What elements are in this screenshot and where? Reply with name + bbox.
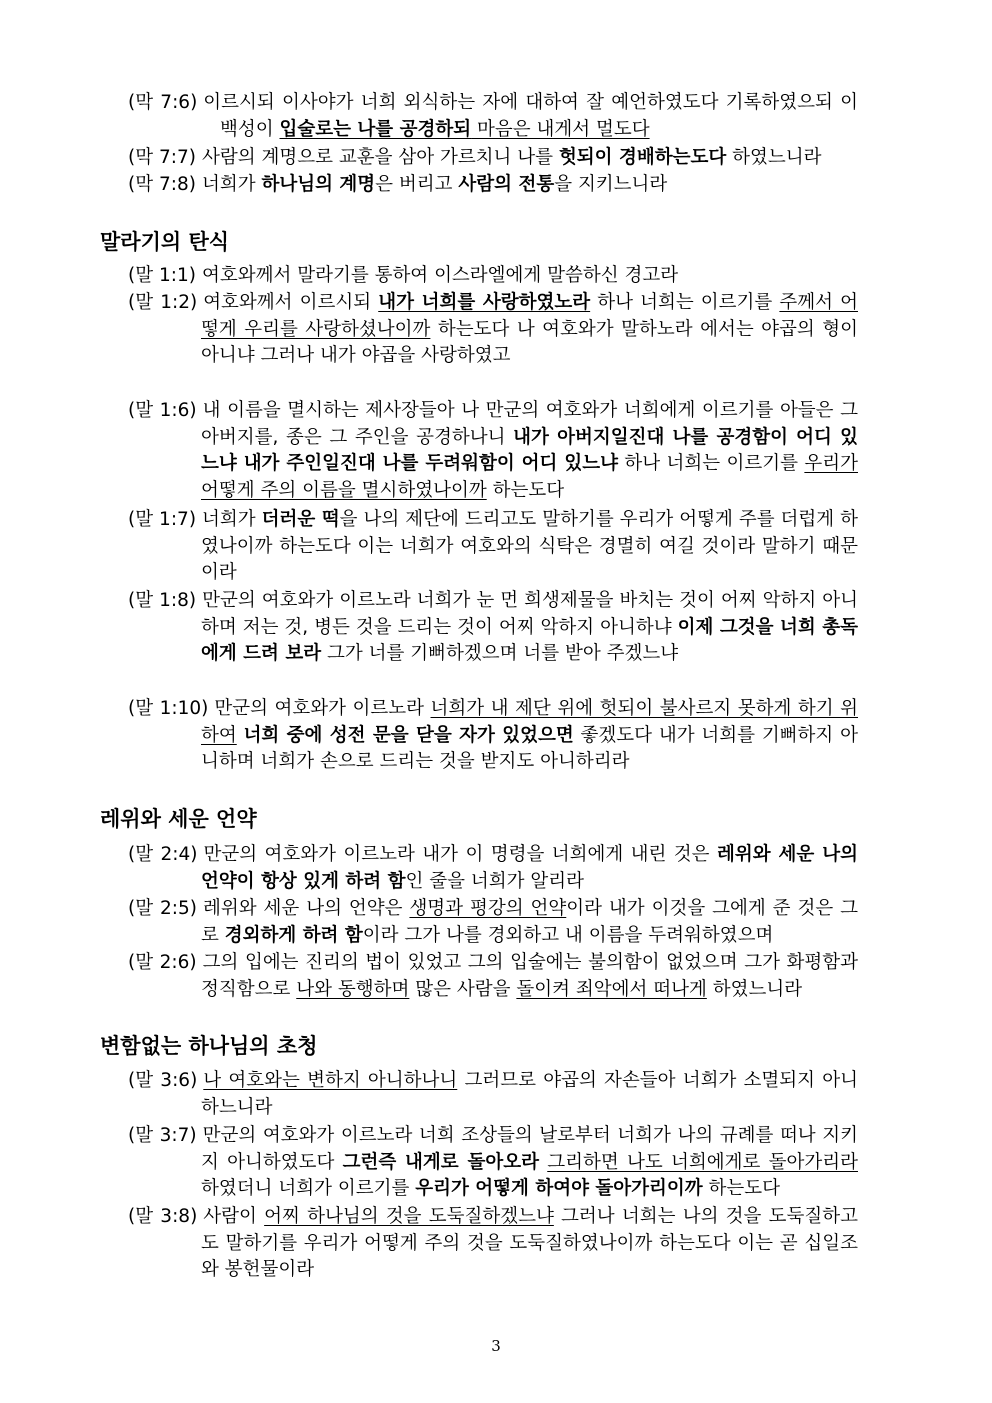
emphasized-text: 사람의 전통 [458,174,555,195]
verse-reference: (말 3:6) [128,1070,198,1091]
verse-text: 그러나 너희는 나의 것을 도둑질하고도 말하기를 우리가 어떻게 주의 것을 도둑질하였나이까 하는도다 이는 곧 십일조와 봉헌물이라 [201,1206,858,1281]
emphasized-text: 하나님의 계명 [261,174,376,195]
verse-reference: (막 7:7) [128,147,196,168]
underlined-text: 나와 동행하며 [296,978,410,1000]
verse-text [237,725,244,746]
verse-text: 레위와 세운 나의 언약은 [203,898,410,919]
verse-block [128,90,858,143]
underlined-text: 그리하면 나도 너희에게로 돌아가리라 [547,1151,858,1173]
emphasized-text: 경외하게 하려 함 [224,924,363,946]
emphasized-text: 헛되이 경배하는도다 [558,147,727,168]
underlined-text: 생명과 평강의 언약 [409,898,567,919]
verse-block [128,950,858,1003]
emphasized-text: 입술로는 나를 공경하되 [279,118,472,140]
verse-reference: (막 7:8) [128,174,196,195]
emphasized-text: 이제 그것을 너희 총독에게 드려 보라 [201,616,858,665]
verse-text: 인 줄을 너희가 알리라 [405,870,584,892]
verse-text: 사람이 [203,1206,265,1227]
verse-block [128,1204,858,1284]
underlined-text: 돌이켜 죄악에서 떠나게 [516,978,707,1000]
verse-text: 그러므로 야곱의 자손들아 너희가 소멸되지 아니하느니라 [201,1070,858,1118]
verse-text: 이라 그가 나를 경외하고 내 이름을 두려워하였으며 [362,924,774,946]
verse-text: 많은 사람을 [409,978,517,1000]
verse-text: 그가 너를 기뻐하겠으며 너를 받아 주겠느냐 [321,643,679,665]
verse-text: 사람의 계명으로 교훈을 삼아 가르치니 나를 [201,147,559,168]
verse-text: 만군의 여호와가 이르노라 너희 조상들의 날로부터 너희가 나의 규례를 떠나 지키지 아니하였도다 [201,1125,858,1173]
page-number: 3 [491,1337,501,1355]
verse-text: 너희가 [202,509,262,530]
verse-text: 하나 너희는 이르기를 [617,453,805,475]
verse-text: 여호와께서 이르시되 [203,292,379,313]
underlined-text: 어찌 하나님의 것을 도둑질하겠느냐 [264,1206,554,1227]
verse-block [128,398,858,504]
verse-text: 좋겠도다 내가 너희를 기뻐하지 아니하며 너희가 손으로 드리는 것을 받지도 아니하리라 [201,724,858,773]
emphasized-text: 너희 중에 성전 문을 닫을 자가 있었으면 [243,724,574,746]
verse-reference: (말 2:5) [128,898,198,919]
emphasized-text: 그런즉 내게로 돌아오라 [342,1151,539,1173]
underlined-text: 주께서 어떻게 우리를 사랑하셨나이까 [201,292,858,340]
verse-reference: (말 3:8) [128,1206,198,1227]
section-heading: 변함없는 하나님의 초청 [100,1034,318,1058]
verse-block [128,507,858,587]
verse-text: 그의 입에는 진리의 법이 있었고 그의 입술에는 불의함이 없었으며 그가 화평함과 정직함으로 [201,952,858,1000]
verse-block [128,696,858,776]
verse-text: 하였더니 너희가 이르기를 [201,1178,416,1200]
verse-reference: (말 2:6) [128,952,197,973]
verse-reference: (말 1:7) [128,509,197,530]
emphasized-text: 레위와 세운 나의 언약이 항상 있게 하려 함 [201,844,859,892]
verse-text: 을 지키느니라 [554,174,668,195]
verse-text: 내 이름을 멸시하는 제사장들아 나 만군의 여호와가 너희에게 이르기를 아들은 그 아버지를, 종은 그 주인을 공경하나니 [201,400,858,448]
verse-text: 만군의 여호와가 이르노라 [214,698,431,719]
verse-text: 을 나의 제단에 드리고도 말하기를 우리가 어떻게 주를 더럽게 하였나이까 하는도다 이는 너희가 여호와의 식탁은 경멸히 여길 것이라 말하기 때문이라 [201,509,858,584]
section-heading: 말라기의 탄식 [100,230,230,254]
verse-text: 하였느니라 [706,978,803,1000]
underlined-text: 우리가 어떻게 주의 이름을 멸시하였나이까 [201,453,858,501]
verse-block [128,588,858,668]
verse-block [128,263,858,290]
section-heading: 레위와 세운 언약 [100,807,257,831]
verse-text: 만군의 여호와가 이르노라 너희가 눈 먼 희생제물을 바치는 것이 어찌 악하지 아니하며 저는 것, 병든 것을 드리는 것이 어찌 악하지 아니하냐 [201,590,858,638]
verse-reference: (말 3:7) [128,1125,197,1146]
verse-block [128,290,858,370]
verse-block [128,1123,858,1203]
verse-text: 하나 너희는 이르기를 [590,292,780,313]
verse-text: 너희가 [201,174,262,195]
verse-text: 하였느니라 [726,147,822,168]
verse-text: 은 버리고 [375,174,459,195]
underlined-text: 마음은 내게서 멀도다 [471,118,650,140]
underlined-text: 너희가 내 제단 위에 헛되이 불사르지 못하게 하기 위하여 [201,698,858,746]
verse-reference: (말 1:8) [128,590,197,611]
verse-block [128,145,858,172]
verse-block [128,842,858,895]
verse-reference: (막 7:6) [128,92,198,113]
verse-reference: (말 1:1) [128,265,196,286]
verse-text [539,1152,547,1173]
verse-text: 이라 내가 이것을 그에게 준 것은 그로 [201,898,859,946]
verse-text: 하는도다 [486,479,565,501]
verse-reference: (말 1:10) [128,698,209,719]
underlined-text: 나 여호와는 변하지 아니하나니 [203,1070,458,1091]
verse-reference: (말 1:2) [128,292,198,313]
verse-block [128,1068,858,1121]
emphasized-text: 우리가 어떻게 하여야 돌아가리이까 [415,1178,703,1200]
verse-reference: (말 1:6) [128,400,197,421]
emphasized-text: 내가 아버지일진대 나를 공경함이 어디 있느냐 내가 주인일진대 나를 두려워함이 어디 있느냐 [201,426,858,475]
verse-text: 하는도다 나 여호와가 말하노라 에서는 야곱의 형이 아니냐 그러나 내가 야곱을 사랑하였고 [201,318,858,367]
verse-text: 여호와께서 말라기를 통하여 이스라엘에게 말씀하신 경고라 [201,265,679,286]
verse-text: 이르시되 이사야가 너희 외식하는 자에 대하여 잘 예언하였도다 기록하였으되 이 백성이 [203,92,858,140]
verse-text: 하는도다 [702,1178,780,1200]
verse-text: 만군의 여호와가 이르노라 내가 이 명령을 너희에게 내린 것은 [203,844,717,865]
verse-reference: (말 2:4) [128,844,198,865]
emphasized-text: 내가 너희를 사랑하였노라 [378,292,591,313]
emphasized-text: 더러운 떡 [261,509,340,530]
verse-block [128,172,858,199]
verse-block [128,896,858,949]
